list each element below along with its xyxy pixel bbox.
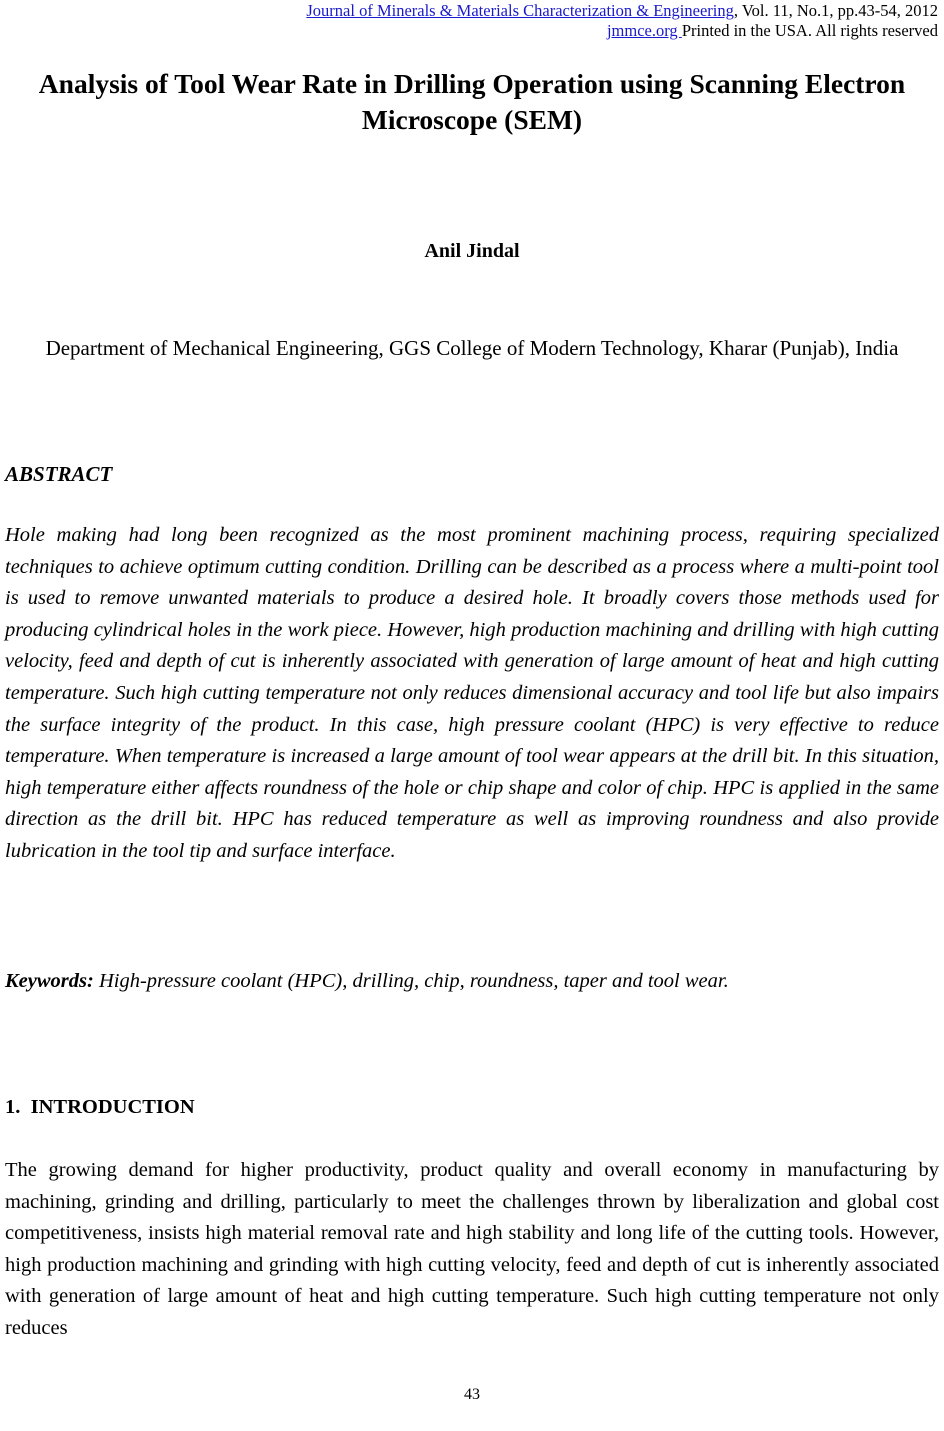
page-number: 43 — [464, 1386, 480, 1403]
introduction-text: The growing demand for higher productivity, product quality and overall economy in manufacturing by machining, grinding and drilling, particularly to meet the challenges thrown by liberalization and global cost competitiveness, insists high material removal rate and high stability and long life of the cutting tools. However, high production machining and grinding with high cutting velocity, feed and depth of cut is inherently associated with generation of large amount of heat and high cutting temperature. Such high cutting temperature not only reduces — [5, 1159, 939, 1339]
abstract-text: Hole making had long been recognized as the most prominent machining process, requiring specialized techniques to achieve optimum cutting condition. Drilling can be described as a process where a multi-point tool is used to remove unwanted materials to produce a desired hole. It broadly covers those methods used for producing cylindrical holes in the work piece. However, high production machining and drilling with high cutting velocity, feed and depth of cut is inherently associated with generation of large amount of heat and high cutting temperature. Such high cutting temperature not only reduces dimensional accuracy and tool life but also impairs the surface integrity of the product. In this case, high pressure coolant (HPC) is very effective to reduce temperature. When temperature is increased a large amount of tool wear appears at the drill bit. In this situation, high temperature either affects roundness of the hole or chip shape and color of chip. HPC is applied in the same direction as the drill bit. HPC has reduced temperature as well as improving roundness and also provide lubrication in the tool tip and surface interface. — [5, 524, 939, 862]
abstract-heading: ABSTRACT — [5, 462, 113, 486]
author-name: Anil Jindal — [424, 240, 520, 262]
author-affiliation: Department of Mechanical Engineering, GGS College of Modern Technology, Kharar (Punjab), India — [45, 336, 899, 360]
rights-header — [607, 21, 938, 41]
rights-text: Printed in the USA. All rights reserved — [681, 21, 938, 40]
site-link[interactable]: jmmce.org — [606, 21, 682, 40]
keywords-text: High-pressure coolant (HPC), drilling, chip, roundness, taper and tool wear. — [93, 970, 729, 992]
journal-link[interactable]: Journal of Minerals & Materials Characterization & Engineering — [306, 1, 734, 20]
paper-title: Analysis of Tool Wear Rate in Drilling Operation using Scanning Electron Microscope (SEM) — [38, 68, 906, 135]
keywords — [5, 966, 939, 996]
journal-volume: , Vol. 11, No.1, pp.43-54, 2012 — [733, 1, 938, 20]
journal-header — [306, 1, 938, 21]
keywords-label: Keywords: — [5, 970, 94, 992]
introduction-heading: 1. INTRODUCTION — [5, 1096, 195, 1118]
